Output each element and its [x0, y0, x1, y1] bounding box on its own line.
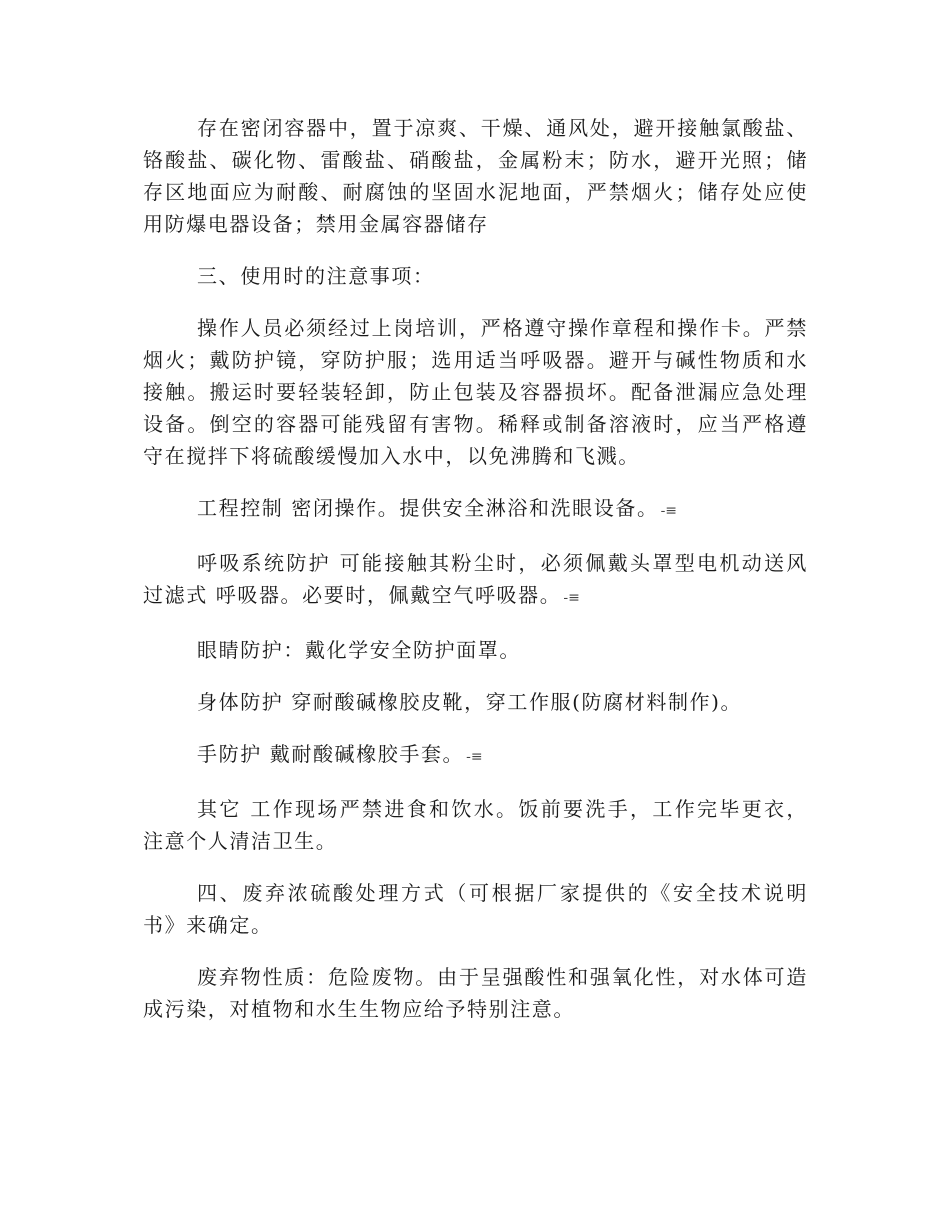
paragraph-hand-protection — [143, 738, 808, 773]
paragraph-eye-protection — [143, 634, 808, 666]
paragraph-mark-icon: -≡ — [660, 503, 678, 519]
paragraph-text: 眼睛防护：戴化学安全防护面罩。 — [197, 638, 521, 662]
paragraph-text: 手防护 戴耐酸碱橡胶手套。 — [197, 742, 465, 766]
paragraph-text: 废弃物性质：危险废物。由于呈强酸性和强氧化性，对水体可造成污染，对植物和水生生物应给予特别注意。 — [143, 965, 808, 1021]
paragraph-text: 三、使用时的注意事项： — [197, 264, 435, 288]
paragraph-other — [143, 793, 808, 857]
paragraph-text: 四、废弃浓硫酸处理方式（可根据厂家提供的《安全技术说明书》来确定。 — [143, 881, 808, 937]
section-heading-disposal — [143, 877, 808, 941]
paragraph-text: 操作人员必须经过上岗培训，严格遵守操作章程和操作卡。严禁烟火；戴防护镜，穿防护服；选用适当呼吸器。避开与碱性物质和水接触。搬运时要轻装轻卸，防止包装及容器损坏。配备泄漏应急处理设备。倒空的容器可能残留有害物。稀释或制备溶液时，应当严格遵守在搅拌下将硫酸缓慢加入水中，以免沸腾和飞溅。 — [143, 316, 808, 468]
paragraph-engineering-control — [143, 492, 808, 527]
paragraph-mark-icon: -≡ — [466, 749, 483, 765]
paragraph-waste-nature — [143, 961, 808, 1025]
paragraph-text: 呼吸系统防护 可能接触其粉尘时，必须佩戴头罩型电机动送风过滤式 呼吸器。必要时，佩戴空气呼吸器。 — [143, 551, 808, 607]
paragraph-text: 其它 工作现场严禁进食和饮水。饭前要洗手，工作完毕更衣，注意个人清洁卫生。 — [143, 797, 808, 853]
paragraph-text: 存在密闭容器中，置于凉爽、干燥、通风处，避开接触氯酸盐、铬酸盐、碳化物、雷酸盐、硝酸盐，金属粉末；防水，避开光照；储存区地面应为耐酸、耐腐蚀的坚固水泥地面，严禁烟火；储存处应使用防爆电器设备；禁用金属容器储存 — [143, 116, 808, 236]
paragraph-text: 身体防护 穿耐酸碱橡胶皮靴，穿工作服(防腐材料制作)。 — [197, 690, 743, 714]
section-heading-usage — [143, 260, 808, 292]
document-page — [143, 112, 808, 1045]
paragraph-mark-icon: -≡ — [563, 590, 580, 606]
paragraph-body-protection — [143, 686, 808, 718]
paragraph-storage — [143, 112, 808, 240]
paragraph-respiratory-protection — [143, 547, 808, 614]
paragraph-text: 工程控制 密闭操作。提供安全淋浴和洗眼设备。 — [197, 496, 659, 520]
paragraph-operation — [143, 312, 808, 472]
